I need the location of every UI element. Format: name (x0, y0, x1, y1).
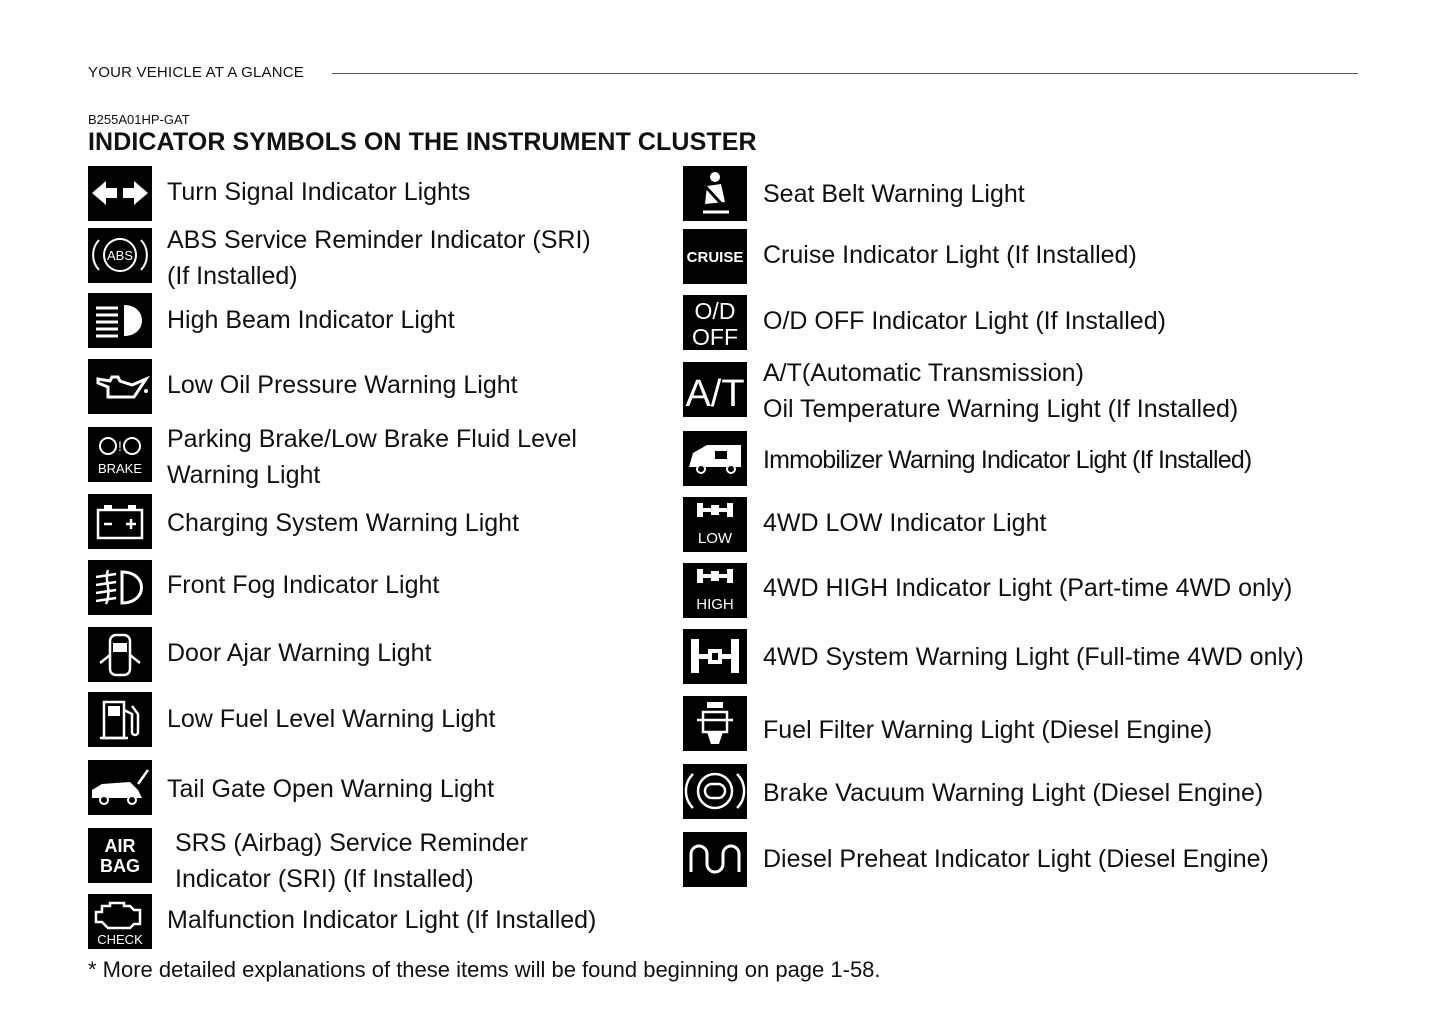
tail-gate-label: Tail Gate Open Warning Light (167, 775, 495, 803)
fuel-pump-icon (88, 692, 152, 747)
4wd-low-icon (683, 497, 747, 552)
4wd-high-label: 4WD HIGH Indicator Light (Part-time 4WD only) (763, 574, 1293, 602)
svg-text:BAG: BAG (100, 856, 140, 876)
abs-label: ABS Service Reminder Indicator (SRI) (If Installed) (167, 226, 591, 290)
turn-signal-icon (88, 166, 152, 221)
4wd-high-icon (683, 563, 747, 618)
fuel-filter-icon (683, 696, 747, 751)
airbag-icon (88, 828, 152, 883)
4wd-system-label: 4WD System Warning Light (Full-time 4WD only) (763, 643, 1304, 671)
svg-text:BRAKE: BRAKE (97, 461, 143, 476)
page-title: INDICATOR SYMBOLS ON THE INSTRUMENT CLUSTER (88, 128, 757, 156)
4wd-system-icon (683, 629, 747, 684)
od-off-icon (683, 295, 747, 350)
header-rule (332, 73, 1358, 74)
od-off-label: O/D OFF Indicator Light (If Installed) (763, 307, 1166, 335)
svg-text:A/T: A/T (685, 373, 745, 415)
fuel-filter-label: Fuel Filter Warning Light (Diesel Engine) (763, 716, 1213, 744)
brake-vacuum-label: Brake Vacuum Warning Light (Diesel Engine) (763, 779, 1264, 807)
seat-belt-label: Seat Belt Warning Light (763, 180, 1025, 208)
svg-text:!: ! (118, 438, 122, 454)
footnote: * More detailed explanations of these items will be found beginning on page 1-58. (88, 957, 881, 982)
section-header: YOUR VEHICLE AT A GLANCE (88, 64, 304, 81)
parking-brake-label: Parking Brake/Low Brake Fluid Level Warning Light (167, 425, 577, 489)
front-fog-icon (88, 560, 152, 615)
doc-code: B255A01HP-GAT (88, 112, 190, 127)
oil-can-icon (88, 359, 152, 414)
at-icon (683, 362, 747, 417)
brake-icon (88, 427, 152, 482)
high-beam-label: High Beam Indicator Light (167, 306, 455, 334)
check-engine-icon (88, 894, 152, 949)
diesel-preheat-label: Diesel Preheat Indicator Light (Diesel Engine) (763, 845, 1269, 873)
battery-icon (88, 494, 152, 549)
cruise-icon (683, 229, 747, 284)
seat-belt-icon (683, 166, 747, 221)
immobilizer-icon (683, 431, 747, 486)
svg-text:OFF: OFF (692, 324, 738, 350)
door-ajar-icon (88, 627, 152, 682)
abs-icon (88, 228, 152, 283)
brake-vacuum-icon (683, 764, 747, 819)
cruise-label: Cruise Indicator Light (If Installed) (763, 241, 1137, 269)
svg-text:CRUISE: CRUISE (686, 249, 744, 266)
high-beam-icon (88, 293, 152, 348)
svg-text:AIR: AIR (104, 836, 136, 856)
low-fuel-label: Low Fuel Level Warning Light (167, 705, 496, 733)
immobilizer-label: Immobilizer Warning Indicator Light (If Installed) (763, 446, 1252, 474)
oil-pressure-label: Low Oil Pressure Warning Light (167, 371, 518, 399)
svg-text:HIGH: HIGH (696, 596, 734, 613)
svg-text:O/D: O/D (694, 298, 736, 324)
tail-gate-icon (88, 760, 152, 815)
door-ajar-label: Door Ajar Warning Light (167, 639, 432, 667)
svg-text:ABS: ABS (106, 248, 134, 263)
at-label: A/T(Automatic Transmission) Oil Temperature Warning Light (If Installed) (763, 359, 1239, 423)
turn-signal-label: Turn Signal Indicator Lights (167, 178, 471, 206)
malfunction-label: Malfunction Indicator Light (If Installed) (167, 906, 597, 934)
airbag-label: SRS (Airbag) Service Reminder Indicator (SRI) (If Installed) (175, 829, 528, 893)
charging-label: Charging System Warning Light (167, 509, 520, 537)
svg-text:LOW: LOW (697, 530, 733, 547)
diesel-preheat-icon (683, 832, 747, 887)
4wd-low-label: 4WD LOW Indicator Light (763, 509, 1047, 537)
svg-text:CHECK: CHECK (97, 932, 143, 947)
front-fog-label: Front Fog Indicator Light (167, 571, 440, 599)
